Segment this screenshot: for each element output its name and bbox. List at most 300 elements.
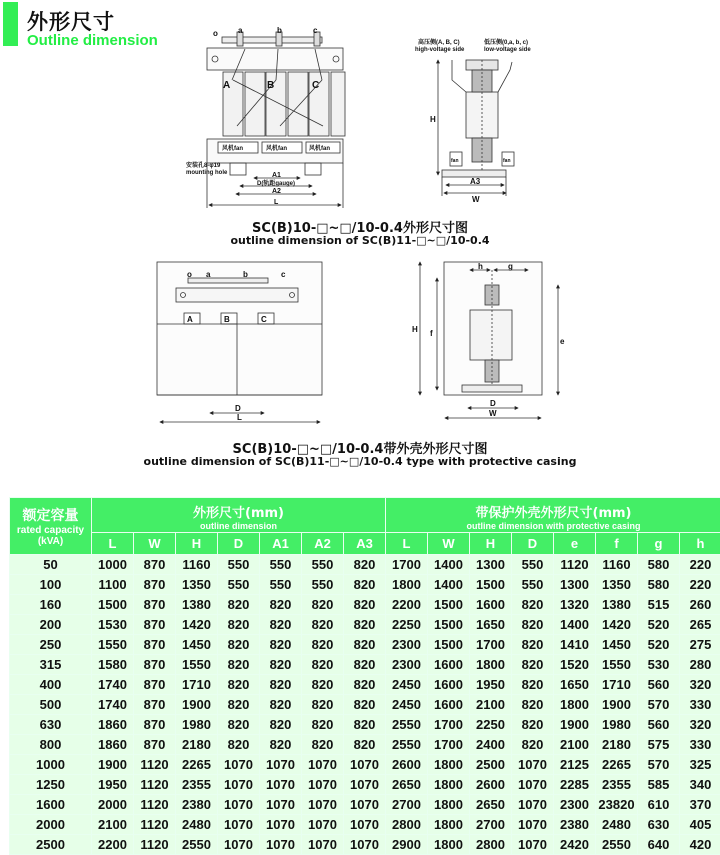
dimension-cell: 820 [344, 595, 386, 615]
fan-label-3: 风机fan [309, 144, 330, 152]
dimension-cell: 550 [260, 575, 302, 595]
casing-label-B: B [224, 315, 230, 324]
dimension-cell: 1070 [218, 815, 260, 835]
column-header: A1 [260, 533, 302, 555]
dimension-cell: 2900 [386, 835, 428, 855]
dimension-cell: 1650 [470, 615, 512, 635]
drawing3-caption-en: outline dimension of SC(B)11-□~□/10-0.4 type with protective casing [0, 455, 720, 468]
dimension-cell: 2300 [554, 795, 596, 815]
dimension-cell: 1120 [134, 775, 176, 795]
fan-label-left: fan [451, 158, 459, 164]
dimension-cell: 820 [302, 615, 344, 635]
dimension-cell: 220 [680, 575, 720, 595]
dimension-cell: 820 [512, 695, 554, 715]
group1-header-en: outline dimension [92, 521, 385, 531]
dimension-cell: 820 [344, 715, 386, 735]
dimension-cell: 610 [638, 795, 680, 815]
dimension-cell: 2650 [470, 795, 512, 815]
dimension-cell: 820 [344, 675, 386, 695]
dimension-cell: 820 [512, 655, 554, 675]
capacity-header-cn: 额定容量 [10, 505, 91, 525]
dimension-cell: 1070 [512, 755, 554, 775]
dimension-cell: 575 [638, 735, 680, 755]
dimension-cell: 820 [302, 595, 344, 615]
dimension-cell: 2355 [596, 775, 638, 795]
lv-side-en: low-voltage side [484, 47, 531, 53]
capacity-cell: 1000 [10, 755, 92, 775]
dimension-cell: 2550 [596, 835, 638, 855]
dimension-cell: 1070 [512, 835, 554, 855]
dimension-cell: 1500 [428, 635, 470, 655]
section-title-en: Outline dimension [27, 32, 158, 49]
dimension-cell: 1120 [134, 795, 176, 815]
dimension-cell: 405 [680, 815, 720, 835]
dimension-cell: 570 [638, 695, 680, 715]
table-row [10, 715, 720, 735]
dimension-cell: 275 [680, 635, 720, 655]
dimension-cell: 1120 [134, 815, 176, 835]
dim-A1: A1 [272, 172, 281, 179]
dimension-cell: 1900 [92, 755, 134, 775]
dimension-cell: 1740 [92, 695, 134, 715]
table-row [10, 735, 720, 755]
dimension-cell: 2800 [470, 835, 512, 855]
dimension-cell: 820 [302, 715, 344, 735]
dimension-cell: 1900 [554, 715, 596, 735]
dim-W: W [472, 195, 480, 204]
dimension-cell: 870 [134, 555, 176, 575]
dimension-cell: 1070 [218, 835, 260, 855]
dimension-cell: 2550 [176, 835, 218, 855]
casing-dim-h: h [478, 262, 483, 271]
dimension-cell: 330 [680, 735, 720, 755]
dimension-cell: 820 [302, 655, 344, 675]
casing-dim-f: f [430, 329, 433, 338]
dimension-cell: 1450 [176, 635, 218, 655]
front-view-drawing [186, 26, 345, 208]
dimension-cell: 1800 [386, 575, 428, 595]
dimension-cell: 820 [218, 675, 260, 695]
dimension-cell: 820 [218, 715, 260, 735]
dimension-cell: 1900 [176, 695, 218, 715]
dimension-cell: 2100 [554, 735, 596, 755]
dimension-cell: 820 [260, 735, 302, 755]
dimension-cell: 820 [512, 635, 554, 655]
dimension-cell: 2300 [386, 655, 428, 675]
dimension-cell: 1070 [344, 815, 386, 835]
dimension-cell: 870 [134, 615, 176, 635]
dimension-cell: 520 [638, 615, 680, 635]
capacity-cell: 1600 [10, 795, 92, 815]
dimension-cell: 220 [680, 555, 720, 575]
table-row [10, 575, 720, 595]
label-C: C [312, 80, 319, 91]
dimension-cell: 820 [302, 635, 344, 655]
dimension-cell: 820 [260, 655, 302, 675]
capacity-cell: 100 [10, 575, 92, 595]
mounting-hole-cn: 安装孔8-φ19 [186, 161, 221, 169]
dimension-cell: 820 [260, 615, 302, 635]
table-row [10, 655, 720, 675]
capacity-cell: 800 [10, 735, 92, 755]
dimension-cell: 1350 [596, 575, 638, 595]
dimension-cell: 1800 [428, 795, 470, 815]
column-header-row [10, 533, 720, 555]
dimension-cell: 1070 [344, 775, 386, 795]
dimension-cell: 550 [512, 555, 554, 575]
column-header: W [134, 533, 176, 555]
dimension-cell: 2400 [470, 735, 512, 755]
dimension-cell: 1400 [554, 615, 596, 635]
dimension-cell: 1700 [428, 735, 470, 755]
dimension-cell: 370 [680, 795, 720, 815]
dimension-cell: 1600 [428, 695, 470, 715]
dimension-cell: 1500 [92, 595, 134, 615]
casing-dim-D2: D [490, 399, 496, 408]
capacity-cell: 500 [10, 695, 92, 715]
dimension-cell: 1120 [134, 835, 176, 855]
dimension-cell: 1550 [92, 635, 134, 655]
dimension-cell: 1650 [554, 675, 596, 695]
dimension-cell: 2000 [92, 795, 134, 815]
dimension-cell: 1950 [92, 775, 134, 795]
label-o: o [213, 29, 218, 38]
dimension-cell: 1550 [176, 655, 218, 675]
casing-dim-W: W [489, 409, 497, 418]
dimension-cell: 820 [302, 735, 344, 755]
dimension-cell: 550 [302, 555, 344, 575]
table-row [10, 795, 720, 815]
dimension-cell: 1800 [428, 775, 470, 795]
dimension-cell: 1300 [554, 575, 596, 595]
dimension-cell: 820 [344, 695, 386, 715]
label-a: a [238, 26, 243, 35]
dimension-cell: 1300 [470, 555, 512, 575]
dimension-cell: 1100 [92, 575, 134, 595]
casing-label-o: o [187, 270, 192, 279]
dimension-cell: 560 [638, 675, 680, 695]
dimension-cell: 550 [512, 575, 554, 595]
lv-side-cn: 低压侧(0,a, b, c) [483, 38, 528, 46]
dimension-cell: 1160 [596, 555, 638, 575]
dimension-cell: 1800 [554, 695, 596, 715]
label-A: A [223, 80, 230, 91]
dimension-cell: 420 [680, 835, 720, 855]
dimension-cell: 1500 [428, 615, 470, 635]
dimension-cell: 1120 [554, 555, 596, 575]
dim-A3: A3 [470, 177, 481, 186]
dimension-cell: 2420 [554, 835, 596, 855]
dimension-cell: 1400 [428, 555, 470, 575]
dimension-cell: 870 [134, 715, 176, 735]
column-header: W [428, 533, 470, 555]
dimension-cell: 1070 [302, 835, 344, 855]
dimension-cell: 320 [680, 715, 720, 735]
dimension-cell: 2180 [596, 735, 638, 755]
dimension-cell: 2300 [386, 635, 428, 655]
column-header: f [596, 533, 638, 555]
dimension-cell: 2380 [176, 795, 218, 815]
drawing3-caption-cn: SC(B)10-□~□/10-0.4带外壳外形尺寸图 [0, 438, 720, 457]
label-c: c [313, 26, 318, 35]
dimension-cell: 2265 [596, 755, 638, 775]
fan-label-right: fan [503, 158, 511, 164]
dimension-cell: 550 [218, 575, 260, 595]
dimension-cell: 1070 [260, 795, 302, 815]
dimension-cell: 1700 [470, 635, 512, 655]
dimension-cell: 1700 [428, 715, 470, 735]
dimension-cell: 1420 [596, 615, 638, 635]
dimension-cell: 1380 [176, 595, 218, 615]
dimension-cell: 2380 [554, 815, 596, 835]
dimension-cell: 2265 [176, 755, 218, 775]
dimension-cell: 1070 [512, 815, 554, 835]
dimension-cell: 1070 [344, 755, 386, 775]
dimension-cell: 1070 [302, 795, 344, 815]
dimension-cell: 820 [302, 675, 344, 695]
dimension-cell: 1070 [260, 815, 302, 835]
dimension-cell: 2550 [386, 735, 428, 755]
drawing1-caption-en: outline dimension of SC(B)11-□~□/10-0.4 [0, 234, 720, 247]
dimension-cell: 1450 [596, 635, 638, 655]
dimension-cell: 1800 [428, 815, 470, 835]
dimension-cell: 1070 [218, 775, 260, 795]
dimension-cell: 1350 [176, 575, 218, 595]
dimension-cell: 23820 [596, 795, 638, 815]
dimension-cell: 2100 [92, 815, 134, 835]
dimension-cell: 820 [302, 695, 344, 715]
dimension-cell: 1600 [470, 595, 512, 615]
table-row [10, 755, 720, 775]
dimension-cell: 1070 [512, 795, 554, 815]
casing-dim-e: e [560, 337, 565, 346]
dimension-cell: 1070 [344, 795, 386, 815]
table-row [10, 675, 720, 695]
dimension-cell: 1320 [554, 595, 596, 615]
table-row [10, 695, 720, 715]
dimension-cell: 1070 [512, 775, 554, 795]
dimension-cell: 870 [134, 575, 176, 595]
dimension-cell: 1860 [92, 735, 134, 755]
dimension-cell: 2200 [92, 835, 134, 855]
dimension-cell: 530 [638, 655, 680, 675]
dimension-cell: 1950 [470, 675, 512, 695]
dimension-cell: 1070 [302, 755, 344, 775]
dimension-cell: 2550 [386, 715, 428, 735]
dimension-cell: 550 [218, 555, 260, 575]
casing-label-a: a [206, 270, 211, 279]
dimension-cell: 1700 [386, 555, 428, 575]
outline-dimension-header [92, 498, 386, 533]
table-body [10, 555, 720, 855]
column-header: H [470, 533, 512, 555]
dimension-cell: 2100 [470, 695, 512, 715]
dimension-cell: 1800 [428, 835, 470, 855]
dimension-cell: 265 [680, 615, 720, 635]
dimension-cell: 1500 [470, 575, 512, 595]
column-header: H [176, 533, 218, 555]
dimension-cell: 820 [260, 635, 302, 655]
dimension-cell: 820 [344, 635, 386, 655]
dimension-cell: 1070 [302, 775, 344, 795]
group2-header-en: outline dimension with protective casing [386, 521, 720, 531]
dimension-cell: 820 [260, 715, 302, 735]
table-row [10, 835, 720, 855]
dimension-cell: 560 [638, 715, 680, 735]
dimension-cell: 2450 [386, 695, 428, 715]
capacity-cell: 250 [10, 635, 92, 655]
dimension-cell: 820 [218, 615, 260, 635]
dimension-cell: 515 [638, 595, 680, 615]
dimension-cell: 2285 [554, 775, 596, 795]
dimension-cell: 640 [638, 835, 680, 855]
dimension-cell: 2180 [176, 735, 218, 755]
dim-A2: A2 [272, 188, 281, 195]
column-header: A3 [344, 533, 386, 555]
dimension-cell: 820 [260, 675, 302, 695]
dimension-cell: 550 [302, 575, 344, 595]
dimension-cell: 1070 [218, 795, 260, 815]
capacity-cell: 400 [10, 675, 92, 695]
dimension-cell: 2700 [386, 795, 428, 815]
dimension-cell: 520 [638, 635, 680, 655]
dimension-cell: 820 [512, 595, 554, 615]
dimension-cell: 820 [218, 735, 260, 755]
dimension-cell: 1120 [134, 755, 176, 775]
dimension-cell: 280 [680, 655, 720, 675]
dimension-cell: 570 [638, 755, 680, 775]
dimension-cell: 870 [134, 735, 176, 755]
column-header: e [554, 533, 596, 555]
dimension-cell: 820 [512, 675, 554, 695]
dimension-cell: 2200 [386, 595, 428, 615]
dimension-cell: 870 [134, 675, 176, 695]
dimension-cell: 320 [680, 675, 720, 695]
dimension-cell: 2250 [386, 615, 428, 635]
dimension-cell: 1800 [428, 755, 470, 775]
dimension-cell: 550 [260, 555, 302, 575]
dimension-table [9, 497, 720, 855]
hv-side-cn: 高压侧(A, B, C) [418, 38, 460, 46]
dimension-cell: 1070 [260, 755, 302, 775]
dimension-cell: 1380 [596, 595, 638, 615]
capacity-cell: 160 [10, 595, 92, 615]
dimension-cell: 1000 [92, 555, 134, 575]
dimension-cell: 1070 [344, 835, 386, 855]
dimension-cell: 820 [512, 615, 554, 635]
capacity-cell: 630 [10, 715, 92, 735]
table-row [10, 775, 720, 795]
casing-label-C: C [261, 315, 267, 324]
fan-label-2: 风机fan [266, 144, 287, 152]
dimension-cell: 870 [134, 695, 176, 715]
dimension-cell: 820 [344, 735, 386, 755]
dimension-cell: 630 [638, 815, 680, 835]
label-B: B [267, 80, 274, 91]
dimension-cell: 870 [134, 595, 176, 615]
capacity-header-unit: (kVA) [10, 536, 91, 547]
casing-dimension-header [386, 498, 720, 533]
table-row [10, 635, 720, 655]
casing-dim-L: L [237, 413, 242, 422]
dimension-cell: 340 [680, 775, 720, 795]
table-row [10, 615, 720, 635]
dimension-cell: 1550 [596, 655, 638, 675]
dimension-cell: 820 [512, 715, 554, 735]
dimension-cell: 1980 [176, 715, 218, 735]
dimension-cell: 2355 [176, 775, 218, 795]
capacity-header-en: rated capacity [10, 525, 91, 536]
dimension-cell: 2450 [386, 675, 428, 695]
column-header: L [386, 533, 428, 555]
dimension-cell: 580 [638, 575, 680, 595]
dimension-cell: 2800 [386, 815, 428, 835]
capacity-cell: 315 [10, 655, 92, 675]
capacity-cell: 2000 [10, 815, 92, 835]
dimension-cell: 1710 [176, 675, 218, 695]
dimension-cell: 870 [134, 655, 176, 675]
table-row [10, 555, 720, 575]
casing-dim-H: H [412, 325, 418, 334]
dimension-cell: 260 [680, 595, 720, 615]
casing-label-c: c [281, 270, 286, 279]
dimension-cell: 2250 [470, 715, 512, 735]
mounting-hole-en: mounting hole [186, 170, 228, 176]
dimension-cell: 1070 [260, 835, 302, 855]
dimension-cell: 1580 [92, 655, 134, 675]
table-row [10, 595, 720, 615]
capacity-cell: 200 [10, 615, 92, 635]
dimension-cell: 820 [218, 635, 260, 655]
label-b: b [277, 26, 282, 35]
dimension-cell: 1070 [218, 755, 260, 775]
section-title-cn: 外形尺寸 [27, 6, 115, 36]
dimension-cell: 1900 [596, 695, 638, 715]
dimension-cell: 2600 [470, 775, 512, 795]
casing-dim-g: g [508, 262, 513, 271]
dimension-cell: 820 [344, 655, 386, 675]
dimension-cell: 820 [260, 595, 302, 615]
dim-D-gauge: D(轨距gauge) [257, 179, 295, 187]
dimension-cell: 1740 [92, 675, 134, 695]
fan-label-1: 风机fan [222, 144, 243, 152]
group2-header-cn: 带保护外壳外形尺寸(mm) [386, 502, 720, 521]
column-header: A2 [302, 533, 344, 555]
dimension-cell: 2500 [470, 755, 512, 775]
dimension-cell: 820 [260, 695, 302, 715]
dimension-cell: 2650 [386, 775, 428, 795]
dimension-cell: 820 [218, 655, 260, 675]
dimension-cell: 585 [638, 775, 680, 795]
dimension-cell: 1600 [428, 675, 470, 695]
dimension-cell: 2480 [596, 815, 638, 835]
dimension-cell: 1600 [428, 655, 470, 675]
dimension-cell: 1500 [428, 595, 470, 615]
dimension-cell: 1530 [92, 615, 134, 635]
drawing1-caption-cn: SC(B)10-□~□/10-0.4外形尺寸图 [0, 217, 720, 236]
dimension-cell: 1160 [176, 555, 218, 575]
dimension-cell: 1800 [470, 655, 512, 675]
dimension-cell: 2600 [386, 755, 428, 775]
dimension-cell: 330 [680, 695, 720, 715]
dim-L: L [274, 199, 279, 206]
dimension-cell: 2125 [554, 755, 596, 775]
dimension-cell: 820 [344, 575, 386, 595]
dimension-cell: 1520 [554, 655, 596, 675]
dimension-cell: 1980 [596, 715, 638, 735]
casing-dim-D: D [235, 404, 241, 413]
dimension-cell: 1710 [596, 675, 638, 695]
